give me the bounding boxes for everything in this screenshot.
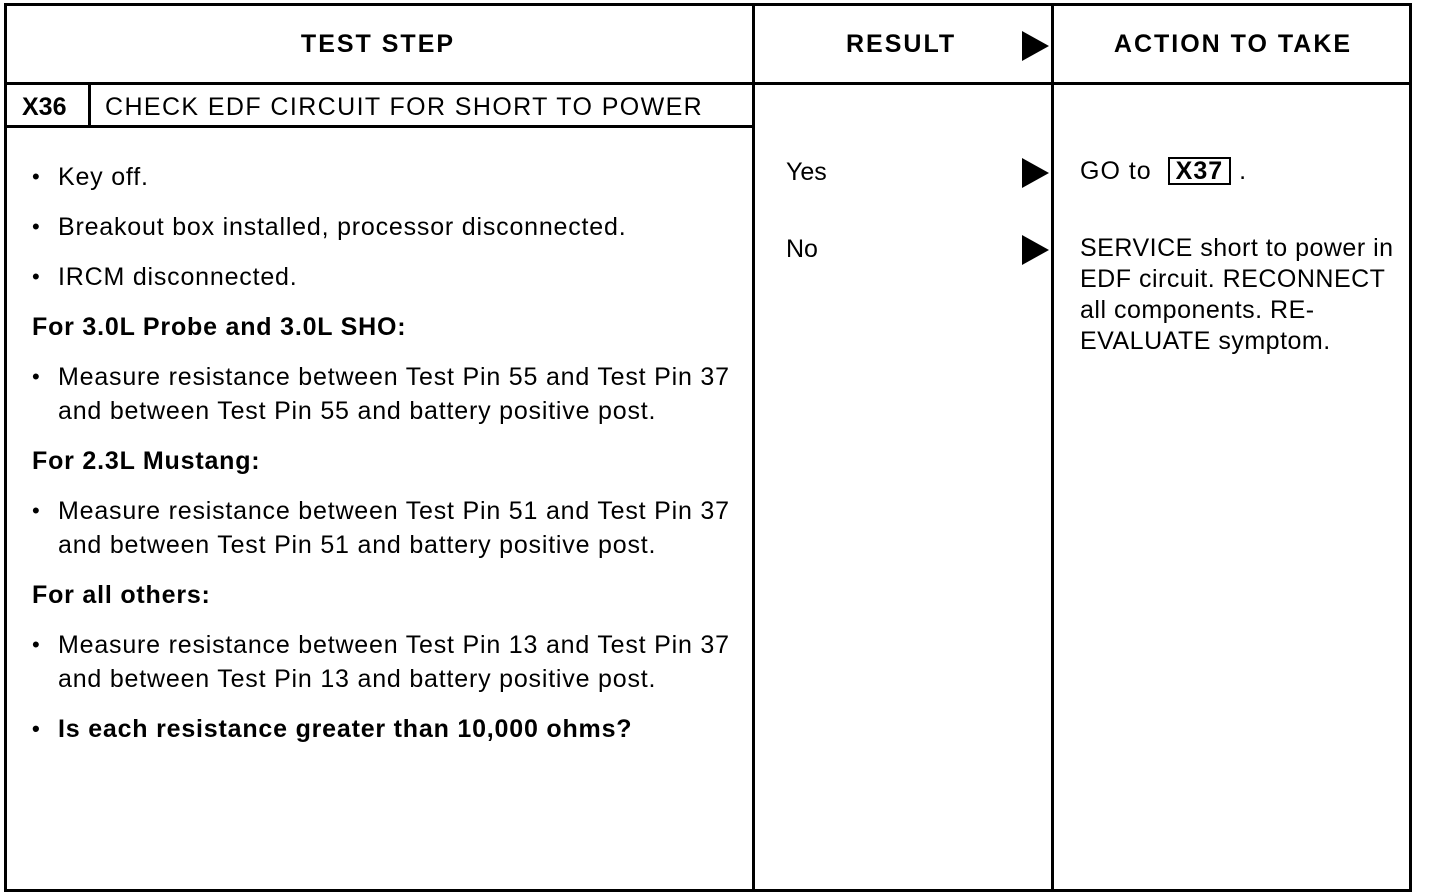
bullet-icon: •	[32, 164, 41, 189]
bullet-icon: •	[32, 716, 41, 741]
bullet-icon: •	[32, 214, 41, 239]
header-result: RESULT	[846, 30, 957, 58]
bullet-icon: •	[32, 264, 41, 289]
test-step-body	[32, 160, 732, 746]
bullet-icon: •	[32, 364, 41, 389]
header-divider	[4, 82, 1412, 85]
header-arrow-icon	[1022, 31, 1049, 61]
step-title-divider	[4, 125, 755, 128]
list-item: • Measure resistance between Test Pin 13 and Test Pin 37 and between Test Pin 13 and battery positive post.	[32, 628, 732, 696]
list-item: • Measure resistance between Test Pin 55 and Test Pin 37 and between Test Pin 55 and battery positive post.	[32, 360, 732, 428]
result-yes-arrow-icon	[1022, 158, 1049, 188]
action-yes: GO to X37 .	[1080, 157, 1248, 185]
step-title: CHECK EDF CIRCUIT FOR SHORT TO POWER	[105, 93, 704, 121]
step-reference-x37[interactable]: X37	[1168, 157, 1231, 185]
column-divider-1	[752, 3, 755, 892]
list-item: • IRCM disconnected.	[32, 260, 732, 294]
column-divider-2	[1051, 3, 1054, 892]
result-no: No	[786, 235, 818, 263]
header-action: ACTION TO TAKE	[1113, 30, 1353, 58]
subheading-probe-sho: For 3.0L Probe and 3.0L SHO:	[32, 313, 407, 341]
result-yes: Yes	[786, 158, 827, 186]
bullet-icon: •	[32, 632, 41, 657]
step-id-divider	[88, 82, 91, 128]
header-test-step: TEST STEP	[300, 30, 456, 58]
step-id: X36	[22, 93, 67, 121]
list-item: • Breakout box installed, processor disconnected.	[32, 210, 732, 244]
list-item: • Measure resistance between Test Pin 51 and Test Pin 37 and between Test Pin 51 and battery positive post.	[32, 494, 732, 562]
subheading-all-others: For all others:	[32, 581, 211, 609]
list-item-question: • Is each resistance greater than 10,000 ohms?	[32, 712, 732, 746]
bullet-icon: •	[32, 498, 41, 523]
action-no: SERVICE short to power in EDF circuit. RECONNECT all components. RE-EVALUATE symptom.	[1080, 234, 1394, 355]
subheading-mustang: For 2.3L Mustang:	[32, 447, 261, 475]
result-no-arrow-icon	[1022, 235, 1049, 265]
list-item: • Key off.	[32, 160, 732, 194]
